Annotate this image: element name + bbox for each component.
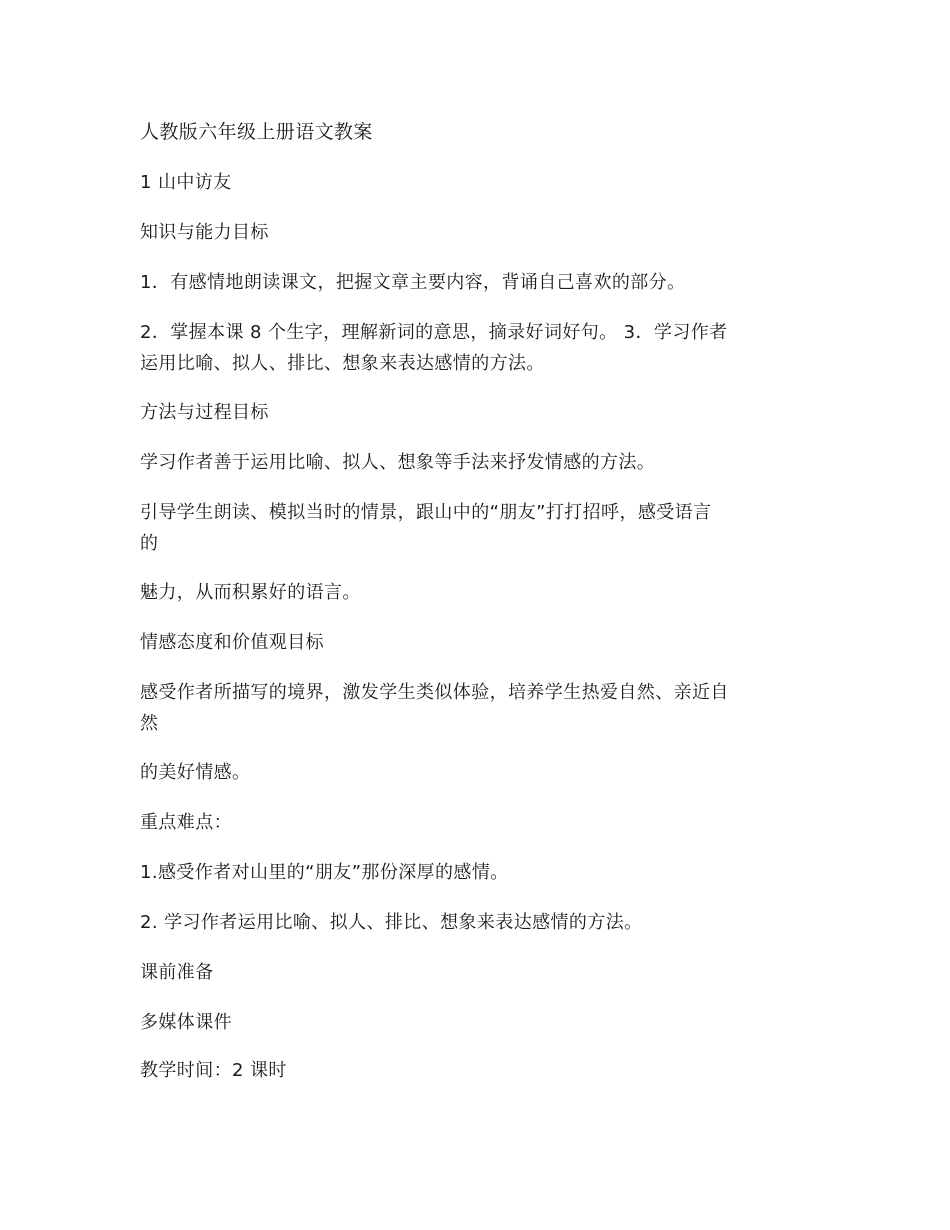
paragraph-line: 多媒体课件	[140, 1012, 232, 1033]
paragraph-line: 2．掌握本课 8 个生字，理解新词的意思，摘录好词好句。 3．学习作者	[140, 322, 728, 343]
paragraph-line: 1.感受作者对山里的“朋友”那份深厚的感情。	[140, 862, 509, 883]
section-heading-knowledge: 知识与能力目标	[140, 222, 269, 243]
paragraph-line: 感受作者所描写的境界，激发学生类似体验，培养学生热爱自然、亲近自	[140, 682, 729, 703]
paragraph-line: 引导学生朗读、模拟当时的情景，跟山中的“朋友”打打招呼，感受语言	[140, 502, 712, 523]
lesson-heading: 1 山中访友	[140, 172, 232, 193]
paragraph-line: 学习作者善于运用比喻、拟人、想象等手法来抒发情感的方法。	[140, 452, 656, 473]
paragraph-line: 教学时间：2 课时	[140, 1060, 287, 1081]
section-heading-preparation: 课前准备	[140, 962, 214, 983]
paragraph-line: 的	[140, 533, 159, 554]
paragraph-line: 运用比喻、拟人、排比、想象来表达感情的方法。	[140, 353, 545, 374]
paragraph-line: 的美好情感。	[140, 762, 251, 783]
paragraph-line: 1．有感情地朗读课文，把握文章主要内容，背诵自己喜欢的部分。	[140, 272, 686, 293]
section-heading-key-points: 重点难点：	[140, 812, 232, 833]
section-heading-emotion: 情感态度和价值观目标	[140, 632, 324, 653]
paragraph-line: 然	[140, 713, 159, 734]
section-heading-method: 方法与过程目标	[140, 402, 269, 423]
document-title: 人教版六年级上册语文教案	[140, 121, 373, 143]
paragraph-line: 2. 学习作者运用比喻、拟人、排比、想象来表达感情的方法。	[140, 912, 643, 933]
paragraph-line: 魅力，从而积累好的语言。	[140, 582, 361, 603]
